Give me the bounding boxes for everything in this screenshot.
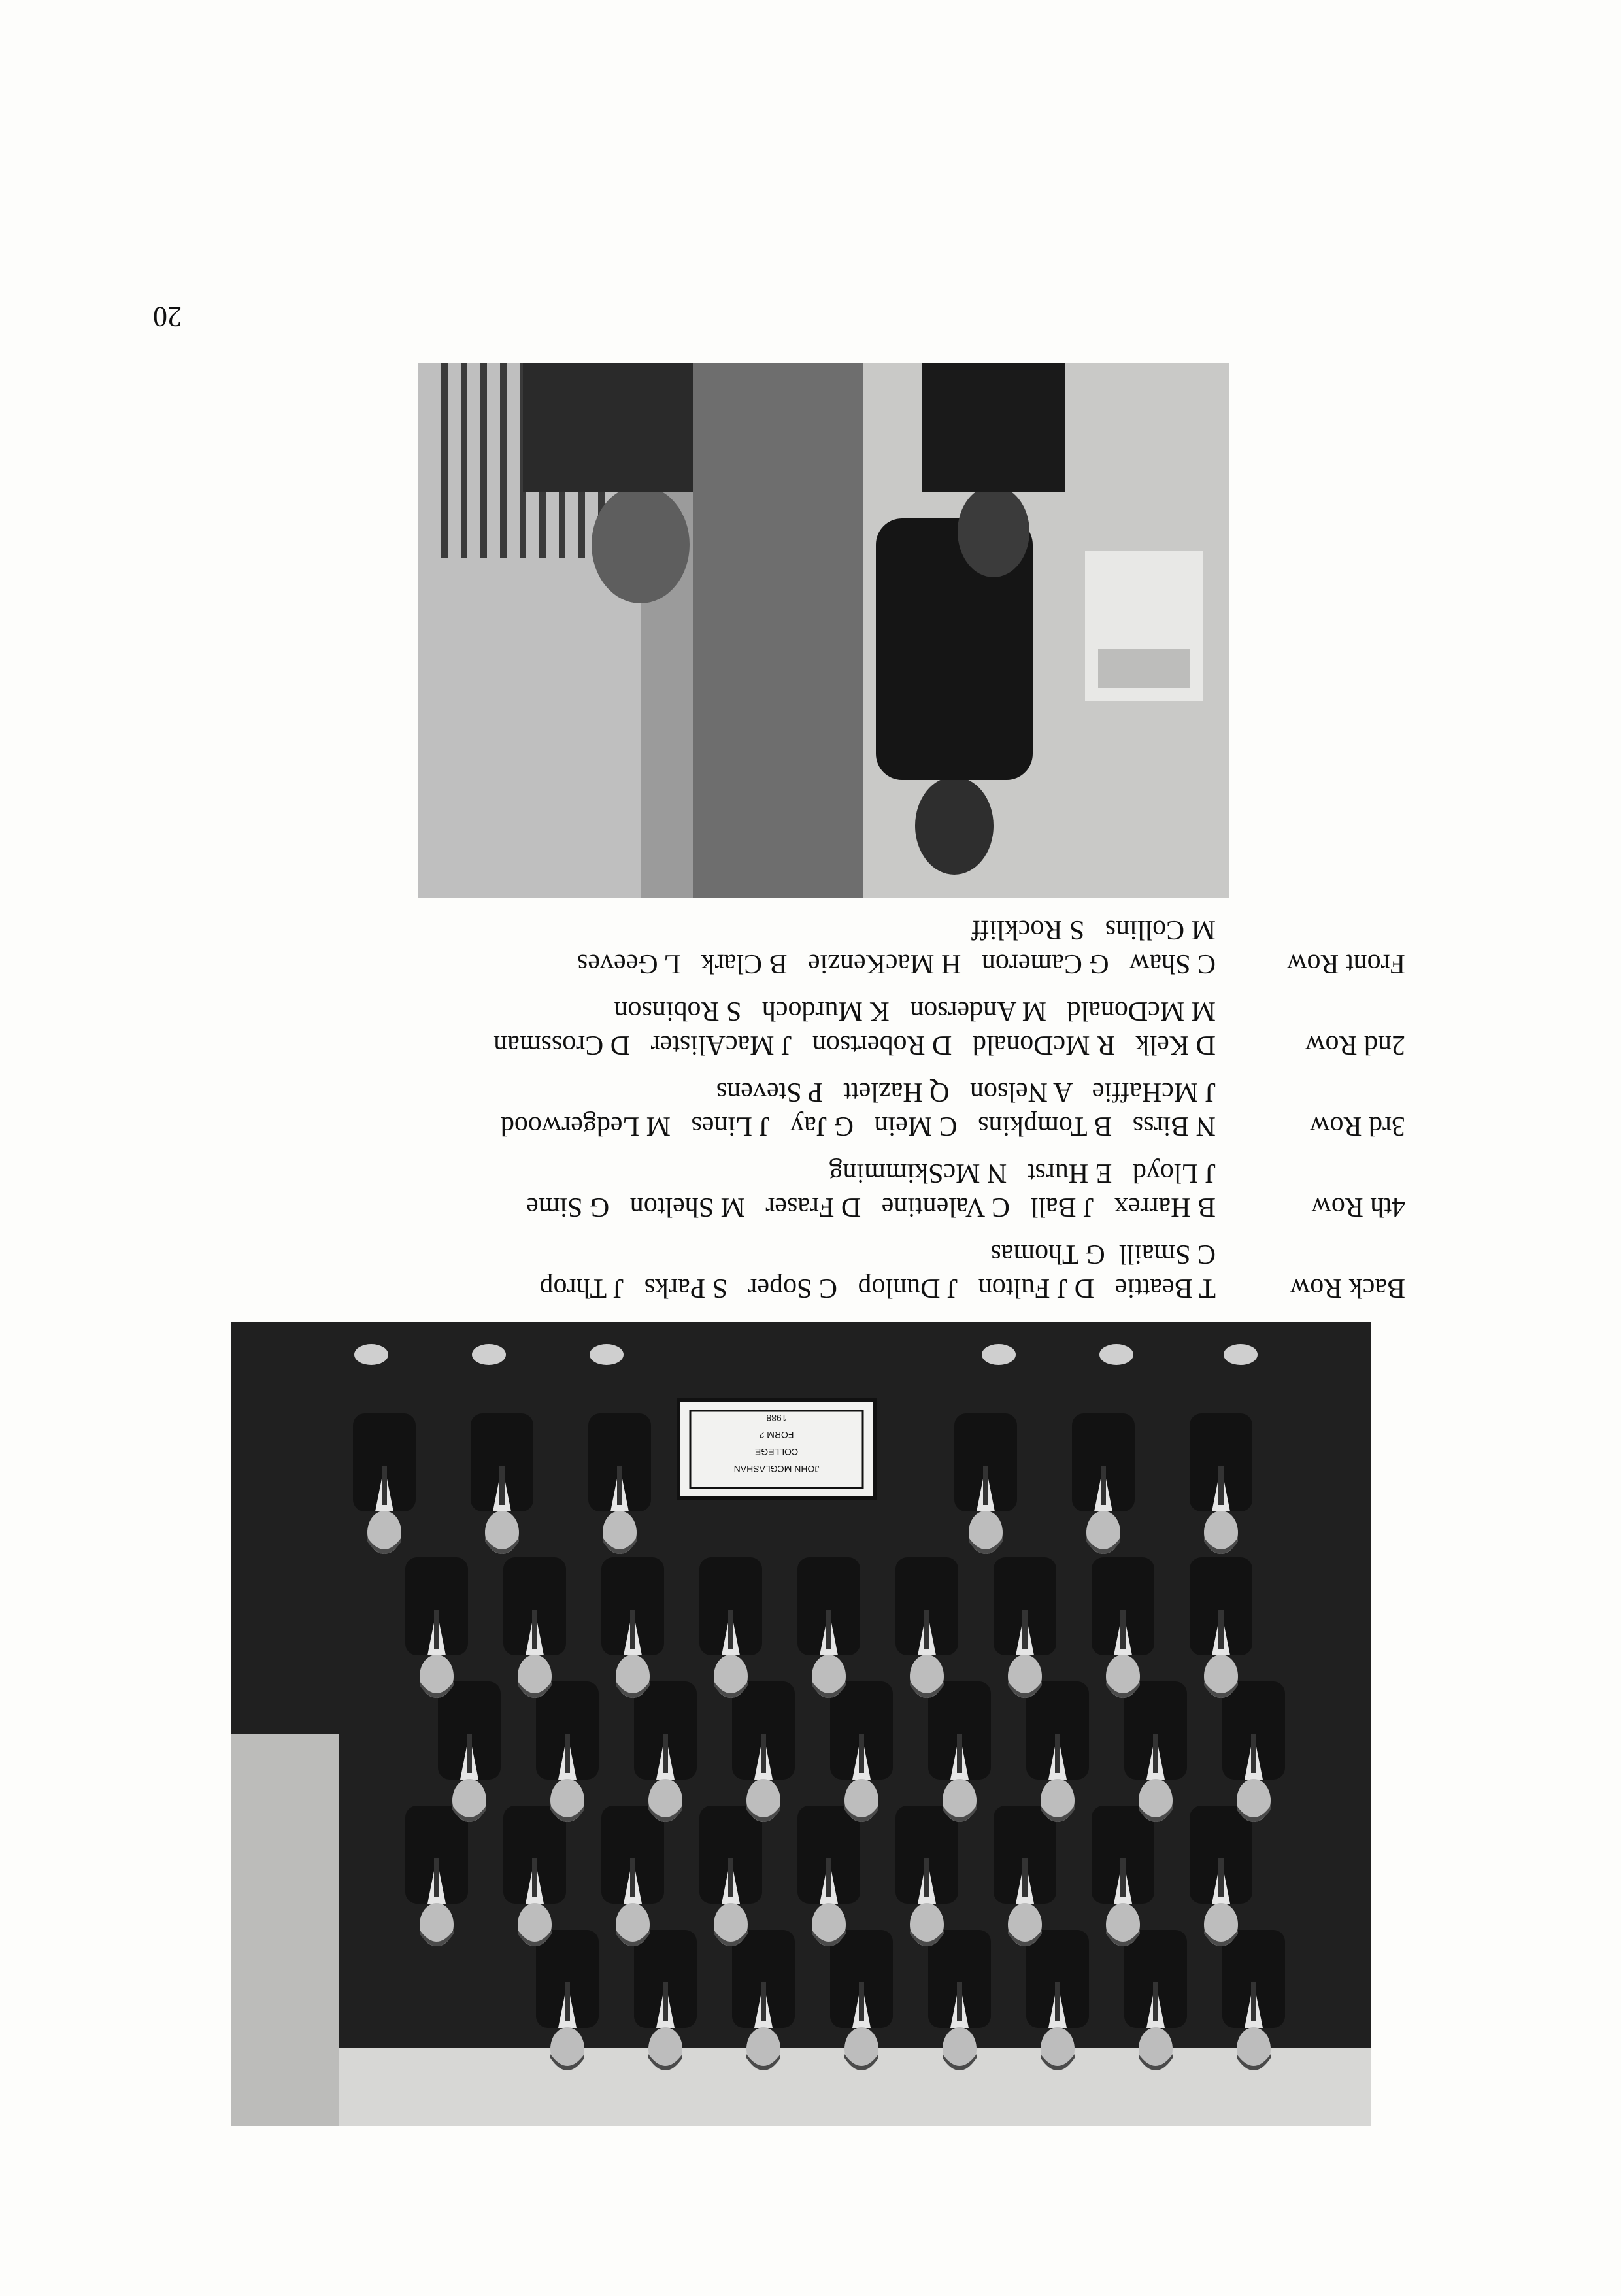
names-line: M Collins S Rockliff — [971, 915, 1216, 945]
names-line: C Smaill G Thomas — [990, 1239, 1216, 1269]
sign-line-4: 1988 — [766, 1413, 787, 1423]
names-line: C Shaw G Cameron H MacKenzie B Clark L Geeves — [577, 949, 1216, 979]
names-line: N Birss B Tompkins C Mein G Jay J Lines M Ledgerwood — [500, 1111, 1216, 1141]
sign-line-2: COLLEGE — [754, 1447, 799, 1457]
names-line: B Harrex J Ball C Valentine D Fraser M Shelton G Sime — [526, 1192, 1216, 1222]
row-label: Front Row — [1287, 949, 1405, 979]
row-label: 4th Row — [1311, 1192, 1405, 1222]
sign-line-1: JOHN MCGLASHAN — [733, 1464, 820, 1474]
row-label: 3rd Row — [1310, 1111, 1405, 1141]
names-line: D Kelk R McDonald D Robertson J MacAlister D Crossman — [493, 1030, 1216, 1060]
row-names — [196, 913, 1216, 981]
names-line: J Lloyd E Hurst N McSkimming — [829, 1158, 1216, 1188]
informal-photo-image — [418, 363, 1229, 898]
sign-line-3: FORM 2 — [759, 1430, 794, 1440]
row-label: Back Row — [1290, 1273, 1405, 1303]
page-number: 20 — [153, 301, 182, 333]
group-photo-image — [231, 1322, 1371, 2126]
row-names — [196, 1156, 1216, 1224]
names-line: J McHaffie A Nelson Q Hazlett P Stevens — [716, 1077, 1216, 1107]
row-names — [196, 1075, 1216, 1143]
informal-photo — [418, 363, 1229, 898]
row-names — [196, 994, 1216, 1062]
names-line: M McDonald M Anderson K Murdoch S Robinson — [614, 996, 1216, 1026]
names-line: T Beattie D J Fulton J Dunlop C Soper S Parks J Throp — [539, 1273, 1216, 1303]
row-names — [196, 1237, 1216, 1305]
row-label: 2nd Row — [1305, 1030, 1405, 1060]
group-photo — [231, 1322, 1371, 2126]
group-photo-caption — [203, 900, 1405, 1305]
